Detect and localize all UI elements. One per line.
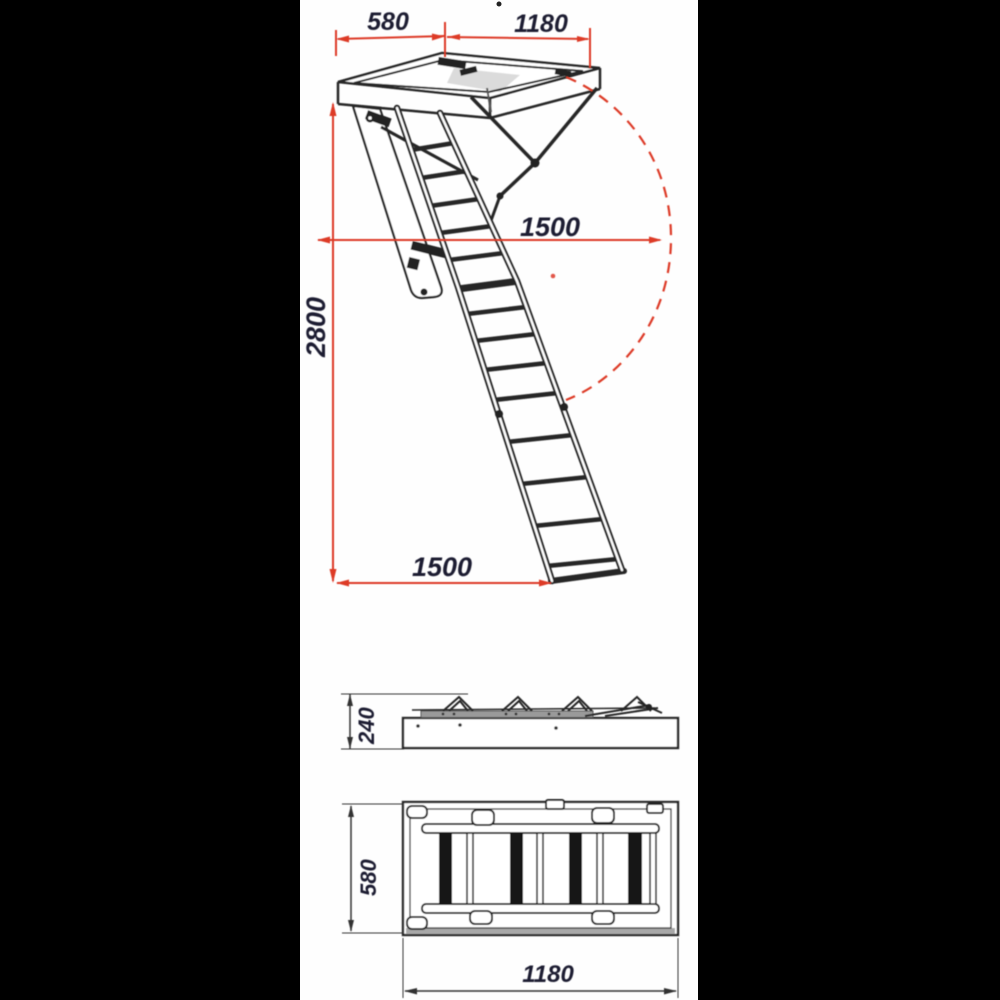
label-floor-reach: 1500 — [411, 552, 473, 582]
speck-artifact — [497, 2, 502, 7]
red-speck — [551, 274, 556, 279]
plan-rail-top — [422, 824, 659, 833]
label-plan-width: 580 — [356, 859, 381, 896]
label-hatch-width: 580 — [367, 8, 409, 36]
plan-rail-bottom — [422, 904, 659, 913]
stringer-joint-right — [560, 403, 568, 411]
label-box-height: 240 — [354, 707, 379, 744]
label-plan-length: 1180 — [522, 961, 574, 988]
label-swing-radius: 1500 — [519, 212, 581, 242]
label-box-length-top: 1180 — [514, 10, 568, 38]
label-room-height: 2800 — [301, 296, 331, 357]
stringer-joint-left — [495, 410, 503, 418]
closed-box-side — [403, 718, 678, 748]
plan-shadow-strip — [406, 928, 675, 934]
